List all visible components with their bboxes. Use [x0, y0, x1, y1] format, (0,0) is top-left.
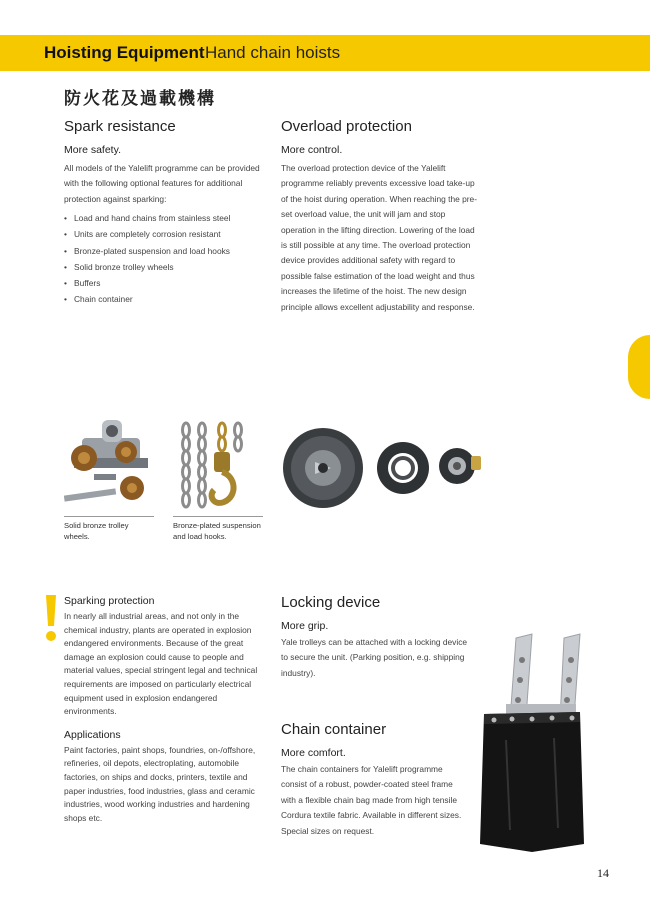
sparking-protection-body: In nearly all industrial areas, and not only in the chemical industry, plants are operated in explosion endangered environments. Because of the great damage an explosion could cause to people and material values, special stringent legal and technical requirements are imposed on particularly electrical equipment used in explosion endangered environments.	[64, 611, 258, 717]
divider	[64, 516, 154, 517]
locking-heading: Locking device	[281, 594, 381, 611]
locking-subheading: More grip.	[281, 620, 329, 632]
locking-body: Yale trolleys can be attached with a locking device to secure the unit. (Parking position, e.g. shipping industry).	[281, 637, 468, 678]
spark-section	[64, 118, 264, 307]
caption-hooks: Bronze-plated suspension and load hooks.	[173, 521, 261, 541]
exclamation-icon	[44, 593, 58, 643]
divider	[173, 516, 263, 517]
list-item: • Units are completely corrosion resistant	[64, 226, 264, 242]
hooks-chain-photo	[178, 420, 248, 512]
sparking-protection-section	[64, 595, 264, 825]
sparking-protection-heading: Sparking protection	[64, 595, 155, 607]
cjk-heading: 防火花及過載機構	[64, 89, 216, 109]
side-tab	[628, 335, 650, 399]
overload-heading: Overload protection	[281, 118, 412, 135]
list-item: • Load and hand chains from stainless steel	[64, 210, 264, 226]
overload-section	[281, 118, 481, 315]
spark-bullets	[64, 210, 264, 307]
header-title: Hoisting Equipment	[44, 43, 205, 62]
container-subheading: More comfort.	[281, 747, 346, 759]
list-item: • Buffers	[64, 275, 264, 291]
list-item: • Bronze-plated suspension and load hooks	[64, 243, 264, 259]
spark-heading: Spark resistance	[64, 118, 176, 135]
list-item: • Solid bronze trolley wheels	[64, 259, 264, 275]
overload-subheading: More control.	[281, 144, 343, 156]
overload-parts-photo	[281, 424, 491, 514]
locking-section	[281, 594, 471, 681]
container-heading: Chain container	[281, 721, 387, 738]
list-item: • Chain container	[64, 291, 264, 307]
spark-body: All models of the Yalelift programme can be provided with the following optional features for additional protection against sparking:	[64, 163, 260, 204]
overload-body: The overload protection device of the Yalelift programme reliably prevents excessive load take-up of the hoist during operation. When reaching the pre-set overload value, the unit will jam and stop operation in the lifting direction. Lowering of the load is still possible at any time. The overload protection device provides additional safety with regard to possible false estimation of the load weight and thus increases the lifetime of the hoist. The new design principle allows excellent adjustability and response.	[281, 163, 478, 312]
chain-container-photo	[476, 630, 588, 856]
container-body: The chain containers for Yalelift programme consist of a robust, powder-coated steel frame with a flexible chain bag made from high tensile Cordura textile fabric. Available in different sizes. Special sizes on request.	[281, 764, 462, 836]
applications-heading: Applications	[64, 728, 121, 741]
page-number: 14	[597, 866, 609, 880]
header-subtitle: Hand chain hoists	[205, 43, 341, 62]
applications-body: Paint factories, paint shops, foundries, on-/offshore, refineries, oil depots, electroplating, automobile factories, on ships and docks, printers, textile and paper industries, food industries, glass and ceramic industries, wood working industries and hardening shops etc.	[64, 744, 256, 823]
trolley-wheels-photo	[64, 418, 154, 510]
spark-subheading: More safety.	[64, 144, 121, 156]
caption-wheels: Solid bronze trolley wheels.	[64, 521, 129, 541]
container-section	[281, 721, 466, 839]
